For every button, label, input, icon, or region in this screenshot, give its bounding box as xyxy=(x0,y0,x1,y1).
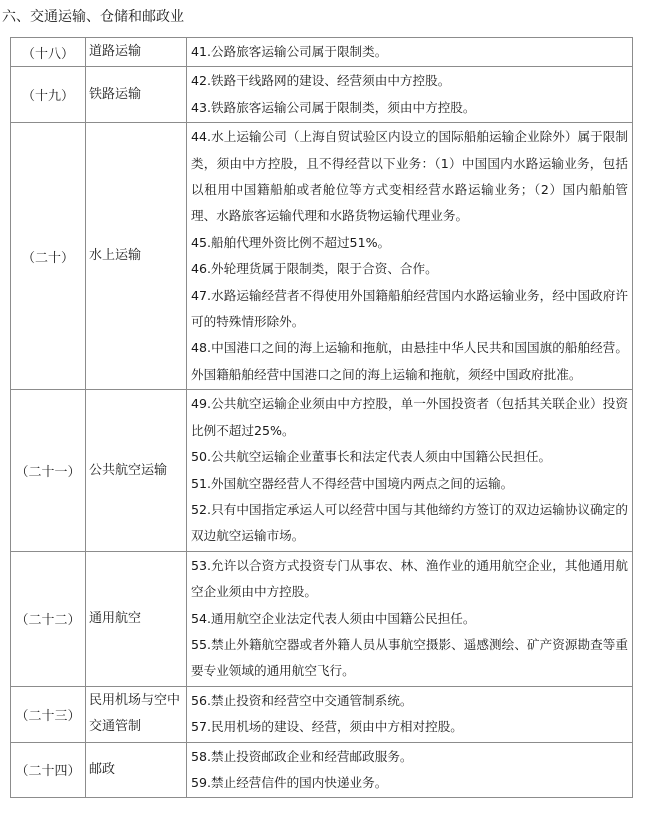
list-item: 45.船舶代理外资比例不超过51%。 xyxy=(191,234,391,250)
table-row xyxy=(11,551,633,686)
item-list xyxy=(187,551,633,686)
list-item: 54.通用航空企业法定代表人须由中国籍公民担任。 xyxy=(191,610,476,626)
list-item: 48.中国港口之间的海上运输和拖航，由悬挂中华人民共和国国旗的船舶经营。外国籍船舶经营中国港口之间的海上运输和拖航，须经中国政府批准。 xyxy=(191,340,628,382)
sector-name: 道路运输 xyxy=(86,38,187,67)
list-item: 56.禁止投资和经营空中交通管制系统。 xyxy=(191,692,413,708)
list-item: 59.禁止经营信件的国内快递业务。 xyxy=(191,774,388,790)
table-row xyxy=(11,38,633,67)
list-item: 47.水路运输经营者不得使用外国籍船舶经营国内水路运输业务，经中国政府许可的特殊情形除外。 xyxy=(191,287,628,330)
item-list xyxy=(187,123,633,390)
section-title: 六、交通运输、仓储和邮政业 xyxy=(2,9,184,25)
sector-name: 水上运输 xyxy=(86,123,187,390)
regulation-table xyxy=(10,37,633,798)
list-item: 53.允许以合资方式投资专门从事农、林、渔作业的通用航空企业，其他通用航空企业须由中方控股。 xyxy=(191,557,628,600)
sector-name: 通用航空 xyxy=(86,551,187,686)
table-row xyxy=(11,123,633,390)
list-item: 57.民用机场的建设、经营，须由中方相对控股。 xyxy=(191,719,463,735)
row-number: （二十三） xyxy=(11,686,86,742)
list-item: 41.公路旅客运输公司属于限制类。 xyxy=(191,44,388,59)
item-list xyxy=(187,38,633,67)
item-list xyxy=(187,686,633,742)
list-item: 44.水上运输公司（上海自贸试验区内设立的国际船舶运输企业除外）属于限制类，须由中方控股，且不得经营以下业务：（1）中国国内水路运输业务，包括以租用中国籍船舶或者舱位等方式变相经营水路运输业务；（2）国内船舶管理、水路旅客运输代理和水路货物运输代理业务。 xyxy=(191,129,628,224)
list-item: 49.公共航空运输企业须由中方控股，单一外国投资者（包括其关联企业）投资比例不超过25%。 xyxy=(191,396,628,438)
item-list xyxy=(187,742,633,798)
table-row xyxy=(11,686,633,742)
sector-name: 铁路运输 xyxy=(86,67,187,123)
sector-name: 邮政 xyxy=(86,742,187,798)
list-item: 58.禁止投资邮政企业和经营邮政服务。 xyxy=(191,748,413,764)
table-row xyxy=(11,742,633,798)
list-item: 51.外国航空器经营人不得经营中国境内两点之间的运输。 xyxy=(191,475,514,491)
list-item: 55.禁止外籍航空器或者外籍人员从事航空摄影、遥感测绘、矿产资源勘查等重要专业领域的通用航空飞行。 xyxy=(191,636,628,679)
row-number: （十八） xyxy=(11,38,86,67)
list-item: 42.铁路干线路网的建设、经营须由中方控股。 xyxy=(191,73,451,89)
list-item: 50.公共航空运输企业董事长和法定代表人须由中国籍公民担任。 xyxy=(191,449,552,465)
row-number: （二十四） xyxy=(11,742,86,798)
list-item: 43.铁路旅客运输公司属于限制类，须由中方控股。 xyxy=(191,99,476,115)
table-row xyxy=(11,67,633,123)
item-list xyxy=(187,390,633,551)
list-item: 52.只有中国指定承运人可以经营中国与其他缔约方签订的双边运输协议确定的双边航空运输市场。 xyxy=(191,501,628,544)
sector-name: 民用机场与空中交通管制 xyxy=(86,686,187,742)
table-row xyxy=(11,390,633,551)
row-number: （二十） xyxy=(11,123,86,390)
row-number: （二十一） xyxy=(11,390,86,551)
sector-name: 公共航空运输 xyxy=(86,390,187,551)
item-list xyxy=(187,67,633,123)
row-number: （十九） xyxy=(11,67,86,123)
row-number: （二十二） xyxy=(11,551,86,686)
list-item: 46.外轮理货属于限制类，限于合资、合作。 xyxy=(191,261,438,277)
